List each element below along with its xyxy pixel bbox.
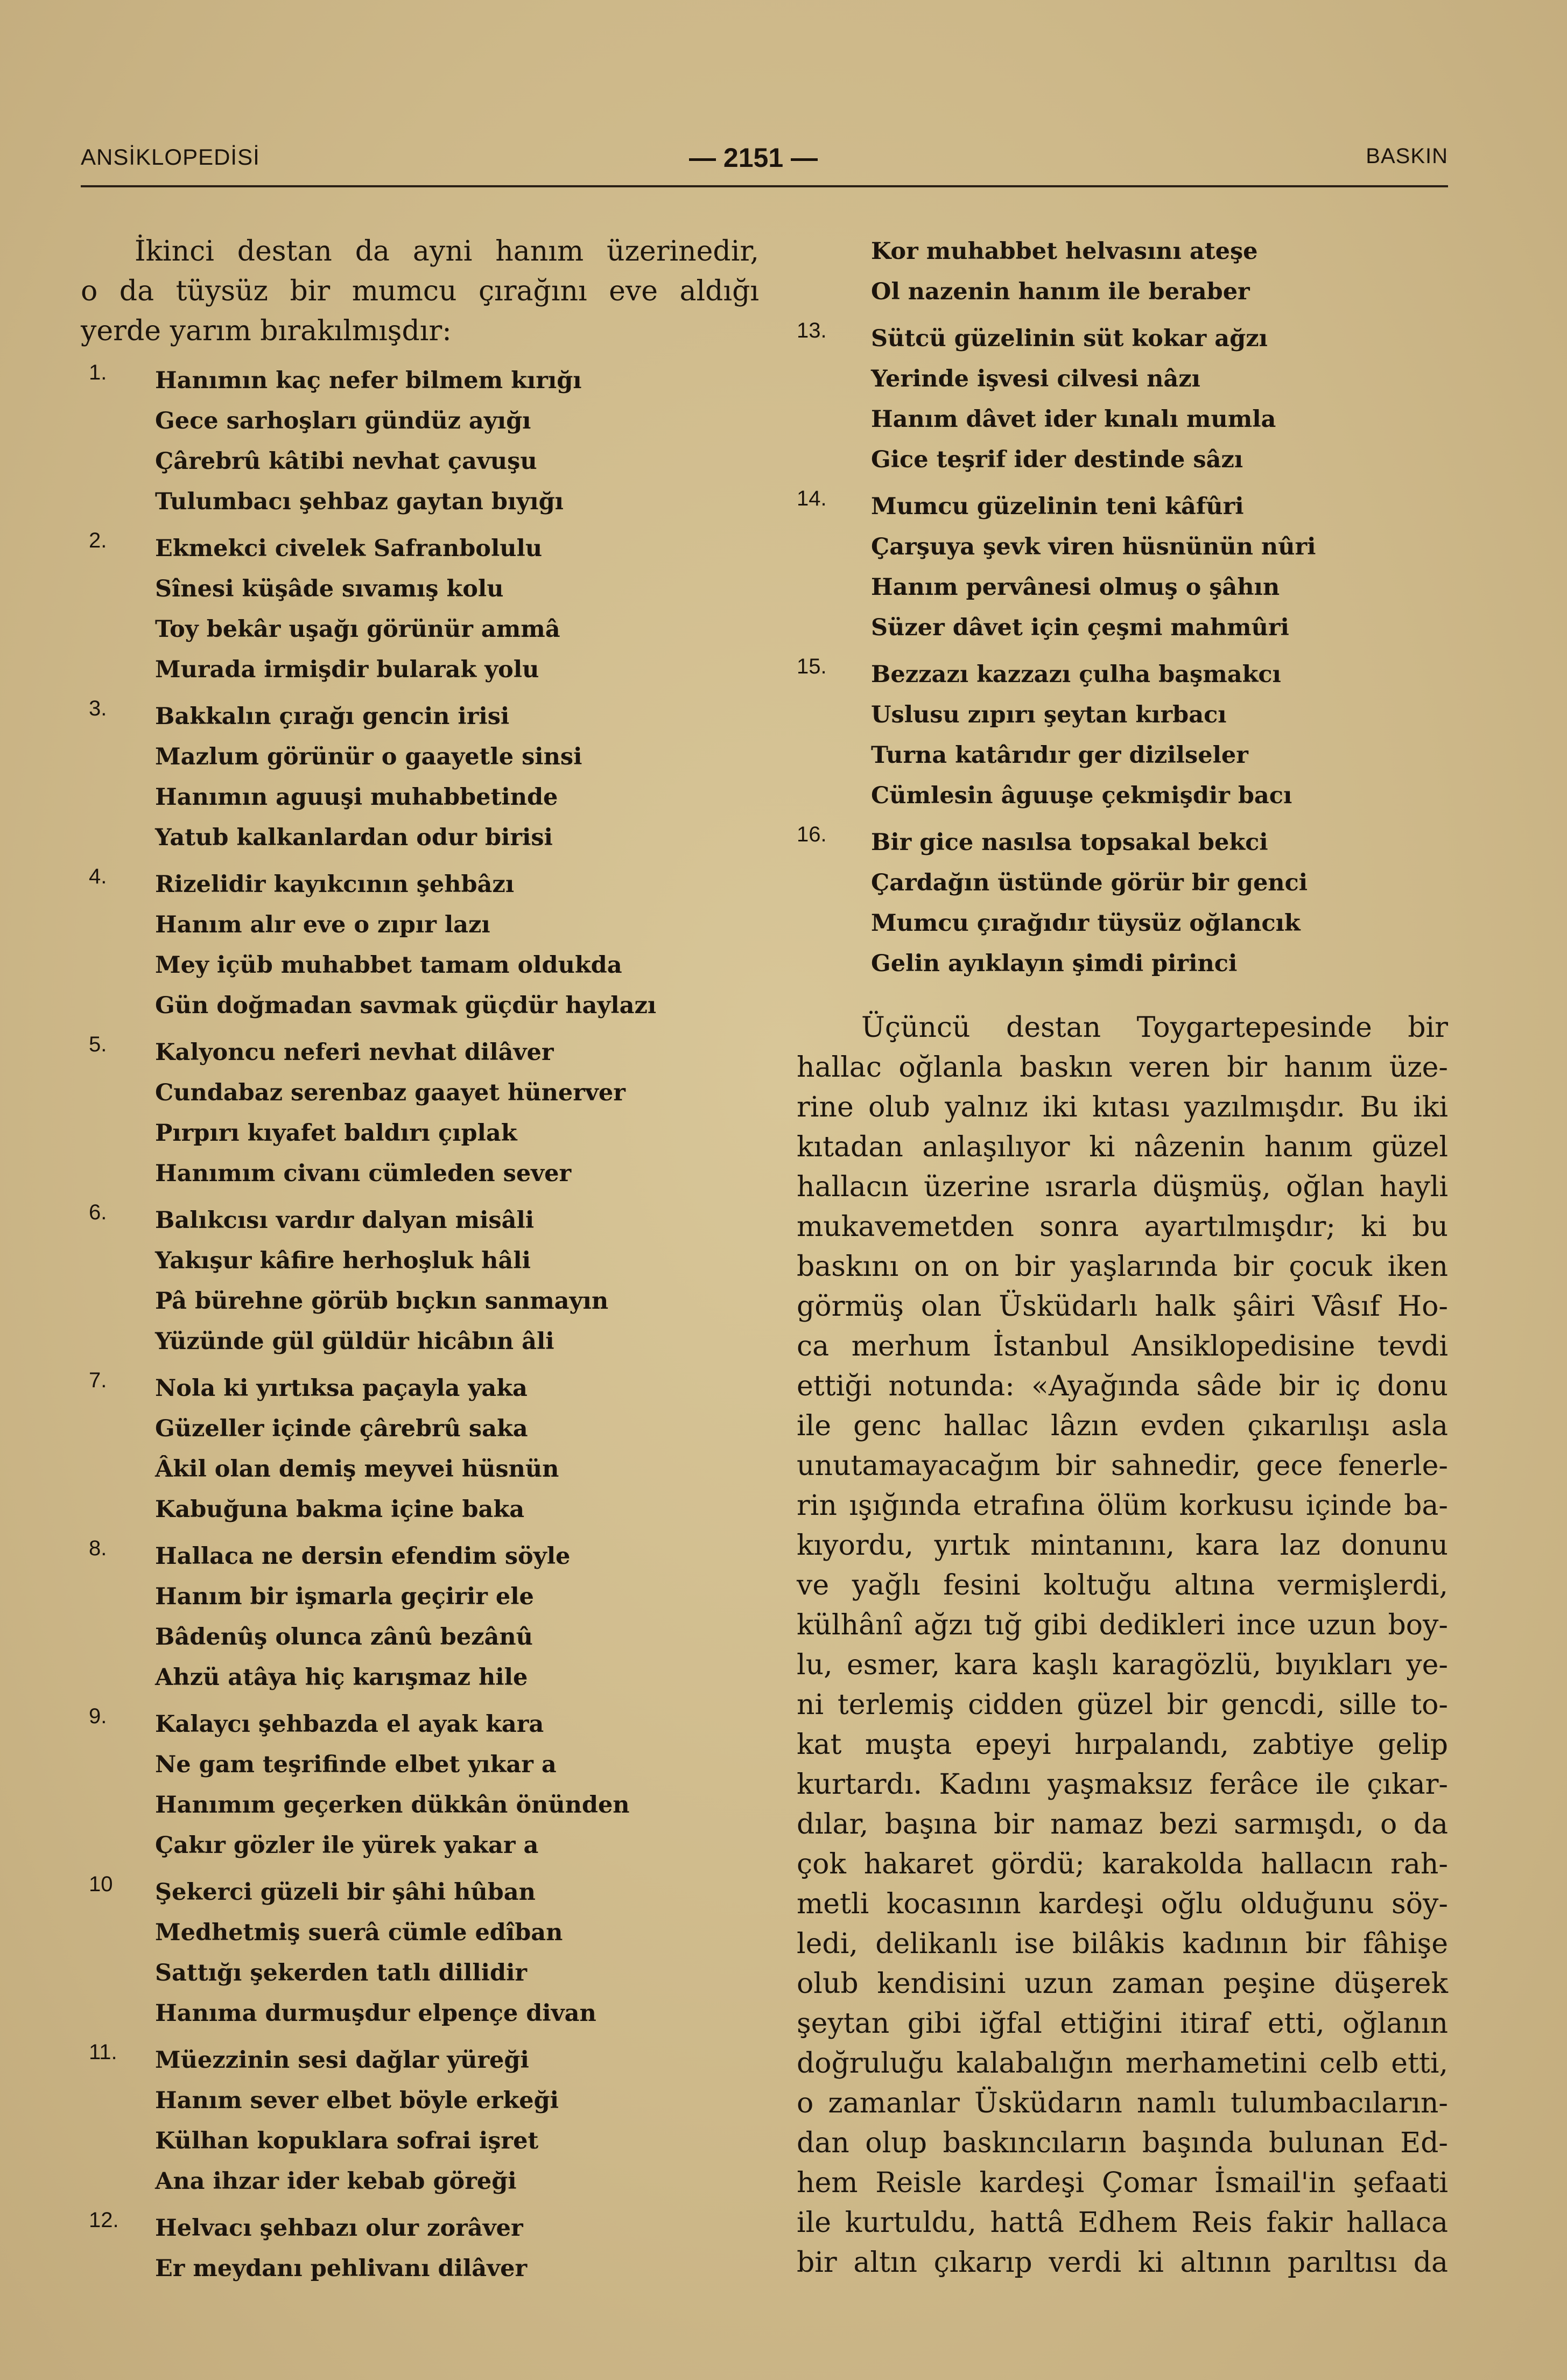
verse-line: Kor muhabbet helvasını ateşe (871, 238, 1258, 265)
prose-line: o zamanlar Üsküdarın namlı tulumbacıların- (797, 2087, 1448, 2119)
verse-line: Gelin ayıklayın şimdi pirinci (871, 950, 1238, 977)
stanza-number: 14. (797, 487, 827, 510)
stanza (81, 2208, 759, 2289)
verse-line: Nola ki yırtıksa paçayla yaka (155, 1375, 528, 1402)
prose-line: doğruluğu kalabalığın merhametini celb etti, (797, 2047, 1448, 2080)
stanza (81, 1368, 759, 1530)
verse-line: Hanımın aguuşi muhabbetinde (155, 784, 558, 811)
verse-line: Kabuğuna bakma içine baka (155, 1496, 525, 1523)
prose-line: görmüş olan Üsküdarlı halk şâiri Vâsıf Ho- (797, 1290, 1448, 1323)
verse-line: Cundabaz serenbaz gaayet hünerver (155, 1079, 626, 1106)
verse-line: Sattığı şekerden tatlı dillidir (155, 1960, 528, 1986)
prose-line: kurtardı. Kadını yaşmaksız ferâce ile çıkar- (797, 1768, 1448, 1801)
verse-line: Çârebrû kâtibi nevhat çavuşu (155, 448, 537, 475)
verse-line: Bir gice nasılsa topsakal bekci (871, 829, 1268, 856)
stanza-number: 6. (89, 1200, 107, 1224)
stanza-number: 7. (89, 1368, 107, 1392)
verse-line: Bakkalın çırağı gencin irisi (155, 703, 510, 730)
verse-line: Hanım bir işmarla geçirir ele (155, 1583, 534, 1610)
prose-line: ledi, delikanlı ise bilâkis kadının bir fâhişe (797, 1928, 1448, 1960)
verse-line: Çardağın üstünde görür bir genci (871, 869, 1308, 896)
stanza (797, 823, 1448, 984)
intro-line: İkinci destan da ayni hanım üzerinedir, (135, 235, 759, 268)
header-right-title: BASKIN (1366, 144, 1448, 168)
stanza-number: 8. (89, 1536, 107, 1560)
verse-line: Rizelidir kayıkcının şehbâzı (155, 871, 515, 898)
stanza-number: 1. (89, 361, 107, 384)
prose-paragraph (797, 1008, 1448, 2283)
verse-line: Er meydanı pehlivanı dilâver (155, 2255, 528, 2282)
prose-line: ile kurtuldu, hattâ Edhem Reis fakir hallaca (797, 2207, 1448, 2239)
right-column (797, 231, 1448, 2283)
verse-line: Hanımım civanı cümleden sever (155, 1160, 572, 1187)
poem-stanzas (797, 319, 1448, 984)
prose-line: çok hakaret gördü; karakolda hallacın rah- (797, 1848, 1448, 1880)
prose-line: unutamayacağım bir sahnedir, gece fenerle- (797, 1450, 1448, 1482)
verse-line: Bâdenûş olunca zânû bezânû (155, 1624, 533, 1651)
prose-line: rin ışığında etrafına ölüm korkusu içinde ba- (797, 1490, 1448, 1522)
verse-line: Bezzazı kazzazı çulha başmakcı (871, 661, 1281, 688)
verse-line: Hanıma durmuşdur elpençe divan (155, 2000, 596, 2027)
stanza-number: 5. (89, 1033, 107, 1056)
stanza-number: 9. (89, 1704, 107, 1728)
verse-line: Ahzü atâya hiç karışmaz hile (155, 1664, 528, 1691)
verse-line: Yatub kalkanlardan odur birisi (155, 824, 553, 851)
stanza-number: 15. (797, 655, 827, 678)
prose-line: bir altın çıkarıp verdi ki altının parıltısı da (797, 2246, 1448, 2279)
verse-line: Yakışur kâfire herhoşluk hâli (155, 1247, 531, 1274)
stanza (81, 361, 759, 522)
stanza (797, 319, 1448, 480)
stanza-number: 3. (89, 697, 107, 720)
verse-line: Sînesi küşâde sıvamış kolu (155, 575, 504, 602)
verse-line: Medhetmiş suerâ cümle edîban (155, 1919, 563, 1946)
verse-line: Hanım sever elbet böyle erkeği (155, 2087, 559, 2114)
verse-line: Kalyoncu neferi nevhat dilâver (155, 1039, 554, 1066)
verse-line: Pırpırı kıyafet baldırı çıplak (155, 1120, 517, 1147)
stanza (81, 2040, 759, 2202)
prose-line: kıyordu, yırtık mintanını, kara laz donunu (797, 1529, 1448, 1562)
prose-line: şeytan gibi iğfal ettiğini itiraf etti, oğlanın (797, 2007, 1448, 2040)
verse-line: Ana ihzar ider kebab göreği (155, 2168, 517, 2195)
stanza (81, 1200, 759, 1362)
verse-line: Şekerci güzeli bir şâhi hûban (155, 1879, 536, 1906)
verse-line: Süzer dâvet için çeşmi mahmûri (871, 614, 1289, 641)
prose-line: dılar, başına bir namaz bezi sarmışdı, o da (797, 1808, 1448, 1841)
prose-line: külhânî ağzı tığ gibi dedikleri ince uzun boy- (797, 1609, 1448, 1641)
verse-line: Çakır gözler ile yürek yakar a (155, 1832, 539, 1859)
left-column (81, 231, 759, 2295)
intro-paragraph (81, 231, 759, 351)
stanza (81, 1033, 759, 1194)
verse-line: Helvacı şehbazı olur zorâver (155, 2215, 523, 2242)
stanza-continuation (797, 231, 1448, 312)
stanza (797, 487, 1448, 648)
verse-line: Kalaycı şehbazda el ayak kara (155, 1711, 544, 1738)
page-number: — 2151 — (689, 143, 818, 173)
running-header (81, 144, 1448, 182)
verse-line: Tulumbacı şehbaz gaytan bıyığı (155, 488, 564, 515)
prose-line: hem Reisle kardeşi Çomar İsmail'in şefaati (797, 2167, 1448, 2199)
stanza-number: 16. (797, 823, 827, 846)
verse-line: Yerinde işvesi cilvesi nâzı (871, 366, 1200, 392)
stanza (797, 655, 1448, 816)
verse-line: Gece sarhoşları gündüz ayığı (155, 408, 531, 434)
prose-line: kat muşta epeyi hırpalandı, zabtiye gelip (797, 1729, 1448, 1761)
prose-line: hallac oğlanla baskın veren bir hanım üze- (797, 1051, 1448, 1084)
verse-line: Hanımın kaç nefer bilmem kırığı (155, 367, 582, 394)
stanza (81, 697, 759, 858)
verse-line: Balıkcısı vardır dalyan misâli (155, 1207, 535, 1234)
header-rule (81, 185, 1448, 187)
intro-line: yerde yarım bırakılmışdır: (81, 315, 452, 347)
prose-line: baskını on on bir yaşlarında bir çocuk iken (797, 1251, 1448, 1283)
verse-line: Cümlesin âguuşe çekmişdir bacı (871, 782, 1292, 809)
stanza (81, 1704, 759, 1866)
stanza-number: 13. (797, 319, 827, 342)
prose-line: metli kocasının kardeşi oğlu olduğunu söy- (797, 1888, 1448, 1920)
prose-line: rine olub yalnız iki kıtası yazılmışdır. Bu iki (797, 1091, 1448, 1124)
stanza-number: 2. (89, 529, 107, 552)
verse-line: Toy bekâr uşağı görünür ammâ (155, 616, 560, 643)
stanza (81, 1536, 759, 1698)
verse-line: Hanım pervânesi olmuş o şâhın (871, 574, 1280, 601)
verse-line: Yüzünde gül güldür hicâbın âli (155, 1328, 554, 1355)
stanza (81, 529, 759, 690)
verse-line: Gice teşrif ider destinde sâzı (871, 446, 1243, 473)
poem-stanzas (81, 361, 759, 2289)
prose-line: olub kendisini uzun zaman peşine düşerek (797, 1968, 1448, 2000)
verse-line: Ne gam teşrifinde elbet yıkar a (155, 1751, 557, 1778)
stanza-number: 11. (89, 2040, 117, 2064)
prose-line: lu, esmer, kara kaşlı karagözlü, bıyıkları ye- (797, 1649, 1448, 1681)
verse-line: Müezzinin sesi dağlar yüreği (155, 2047, 529, 2074)
header-left-title: ANSİKLOPEDİSİ (81, 144, 260, 170)
verse-line: Âkil olan demiş meyvei hüsnün (155, 1456, 559, 1483)
verse-line: Ol nazenin hanım ile beraber (871, 278, 1250, 305)
verse-line: Mey içüb muhabbet tamam oldukda (155, 952, 622, 979)
prose-line: dan olup baskıncıların başında bulunan Ed- (797, 2127, 1448, 2159)
verse-line: Uslusu zıpırı şeytan kırbacı (871, 701, 1227, 728)
verse-line: Murada irmişdir bularak yolu (155, 656, 539, 683)
verse-line: Turna katârıdır ger dizilseler (871, 742, 1248, 769)
prose-line: mukavemetden sonra ayartılmışdır; ki bu (797, 1211, 1448, 1243)
verse-line: Mumcu çırağıdır tüysüz oğlancık (871, 910, 1301, 937)
stanza-number: 12. (89, 2208, 119, 2232)
prose-line: ve yağlı fesini koltuğu altına vermişlerdi, (797, 1569, 1448, 1602)
verse-line: Gün doğmadan savmak güçdür haylazı (155, 992, 657, 1019)
prose-line: ile genc hallac lâzın evden çıkarılışı asla (797, 1410, 1448, 1442)
prose-line: Üçüncü destan Toygartepesinde bir (861, 1012, 1448, 1044)
verse-line: Hanım dâvet ider kınalı mumla (871, 406, 1276, 433)
verse-line: Mazlum görünür o gaayetle sinsi (155, 743, 582, 770)
stanza-number: 10 (89, 1872, 113, 1896)
prose-line: ca merhum İstanbul Ansiklopedisine tevdi (797, 1330, 1448, 1363)
intro-line: o da tüysüz bir mumcu çırağını eve aldığı (81, 275, 759, 307)
stanza (81, 865, 759, 1026)
verse-line: Külhan kopuklara sofrai işret (155, 2128, 539, 2154)
prose-line: kıtadan anlaşılıyor ki nâzenin hanım güzel (797, 1131, 1448, 1163)
verse-line: Hanım alır eve o zıpır lazı (155, 911, 490, 938)
verse-line: Hanımım geçerken dükkân önünden (155, 1792, 630, 1819)
verse-line: Güzeller içinde çârebrû saka (155, 1415, 528, 1442)
verse-line: Hallaca ne dersin efendim söyle (155, 1543, 571, 1570)
verse-line: Mumcu güzelinin teni kâfûri (871, 493, 1244, 520)
stanza (81, 1872, 759, 2034)
prose-line: ni terlemiş cidden güzel bir gencdi, sille to- (797, 1689, 1448, 1721)
verse-line: Ekmekci civelek Safranbolulu (155, 535, 543, 562)
verse-line: Pâ bürehne görüb bıçkın sanmayın (155, 1288, 609, 1315)
verse-line: Sütcü güzelinin süt kokar ağzı (871, 325, 1268, 352)
prose-line: ettiği notunda: «Ayağında sâde bir iç donu (797, 1370, 1448, 1402)
prose-line: hallacın üzerine ısrarla düşmüş, oğlan hayli (797, 1171, 1448, 1203)
stanza-number: 4. (89, 865, 107, 888)
verse-line: Çarşuya şevk viren hüsnünün nûri (871, 533, 1316, 560)
